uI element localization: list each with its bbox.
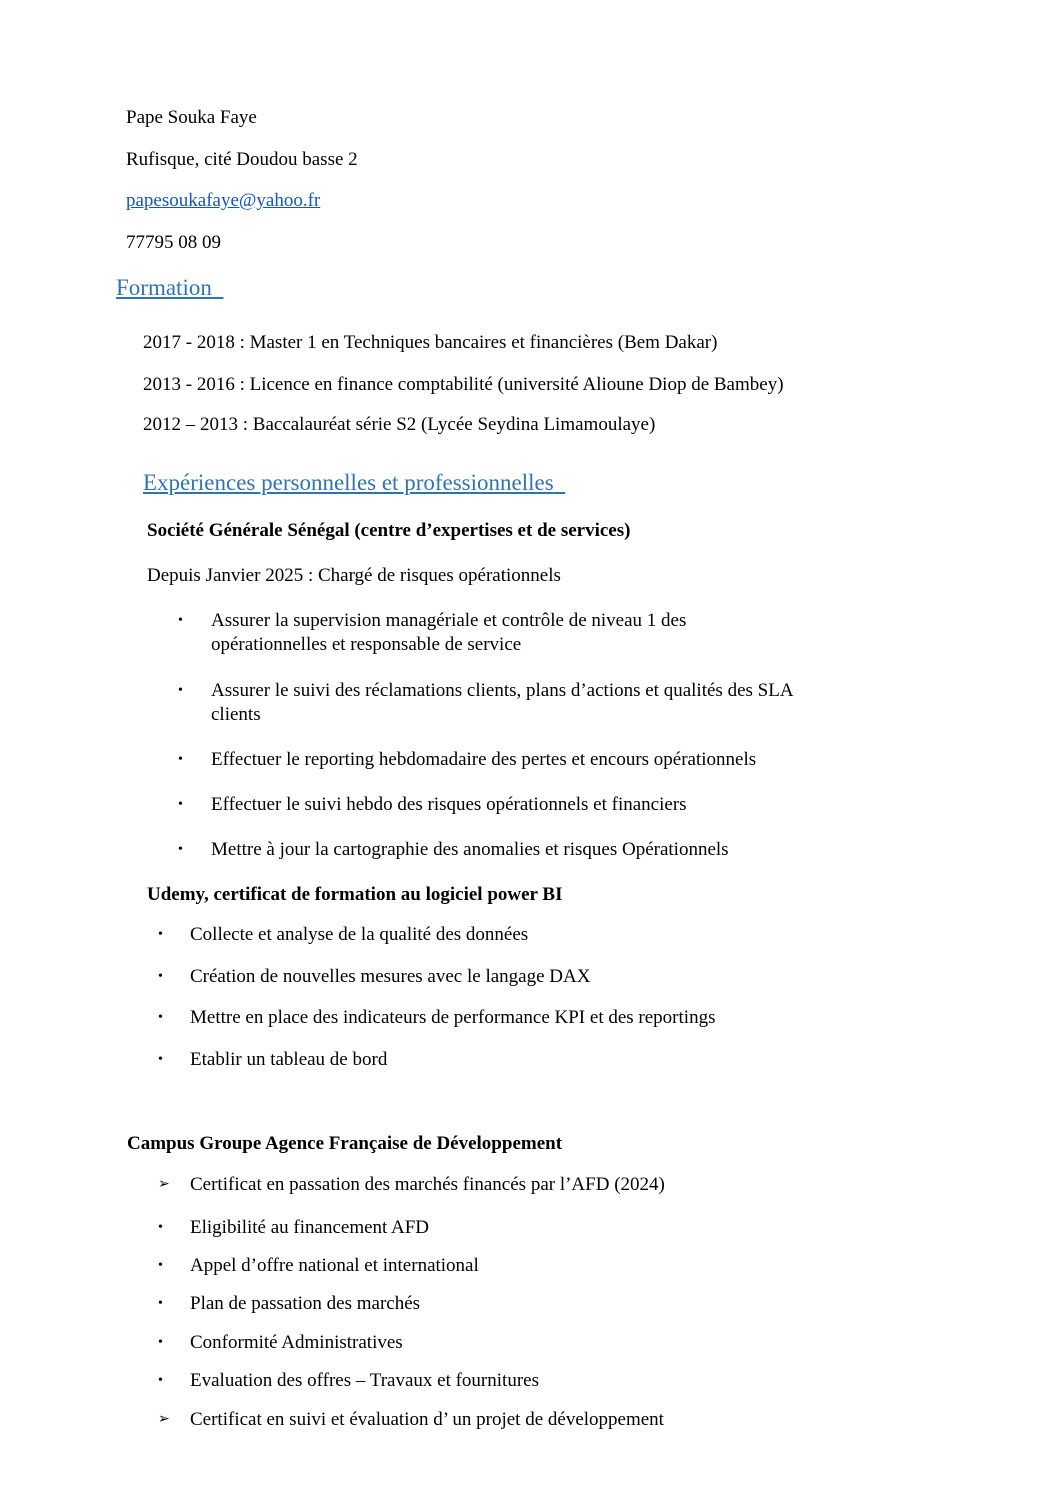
bullet-icon: • bbox=[158, 927, 163, 942]
formation-heading: Formation bbox=[116, 275, 212, 300]
bullet-icon: • bbox=[178, 842, 183, 857]
address: Rufisque, cité Doudou basse 2 bbox=[126, 149, 358, 170]
formation-item: 2013 - 2016 : Licence en finance comptabilité (université Alioune Diop de Bambey) bbox=[143, 374, 784, 395]
list-item: • Création de nouvelles mesures avec le langage DAX bbox=[158, 966, 591, 987]
role-sg: Depuis Janvier 2025 : Chargé de risques opérationnels bbox=[147, 565, 561, 586]
list-item: • Effectuer le suivi hebdo des risques opérationnels et financiers bbox=[178, 794, 687, 815]
company-udemy: Udemy, certificat de formation au logiciel power BI bbox=[147, 884, 563, 905]
list-item: ➢ Certificat en passation des marchés financés par l’AFD (2024) bbox=[158, 1174, 665, 1195]
bullet-icon: • bbox=[178, 683, 183, 698]
list-item: • Mettre en place des indicateurs de performance KPI et des reportings bbox=[158, 1007, 716, 1028]
bullet-icon: • bbox=[178, 797, 183, 812]
arrow-icon: ➢ bbox=[158, 1177, 170, 1192]
experiences-heading: Expériences personnelles et professionnelles bbox=[143, 470, 554, 495]
phone: 77795 08 09 bbox=[126, 232, 221, 253]
bullet-icon: • bbox=[178, 752, 183, 767]
arrow-icon: ➢ bbox=[158, 1412, 170, 1427]
list-item: • Plan de passation des marchés bbox=[158, 1293, 421, 1314]
company-sg: Société Générale Sénégal (centre d’expertises et de services) bbox=[147, 520, 631, 541]
bullet-icon: • bbox=[158, 1296, 163, 1311]
list-item: • Mettre à jour la cartographie des anomalies et risques Opérationnels bbox=[178, 839, 729, 860]
bullet-icon: • bbox=[158, 1373, 163, 1388]
company-afd: Campus Groupe Agence Française de Développement bbox=[127, 1133, 563, 1154]
list-item: • Eligibilité au financement AFD bbox=[158, 1217, 430, 1238]
list-item: • Collecte et analyse de la qualité des données bbox=[158, 924, 529, 945]
bullet-icon: • bbox=[158, 1052, 163, 1067]
list-item: • Assurer la supervision managériale et contrôle de niveau 1 des opérationnelles et responsable de service bbox=[178, 610, 687, 655]
bullet-icon: • bbox=[158, 1258, 163, 1273]
list-item: ➢ Certificat en suivi et évaluation d’ un projet de développement bbox=[158, 1409, 664, 1430]
email-link[interactable]: papesoukafaye@yahoo.fr bbox=[126, 190, 321, 211]
formation-item: 2012 – 2013 : Baccalauréat série S2 (Lycée Seydina Limamoulaye) bbox=[143, 414, 656, 435]
list-item: • Conformité Administratives bbox=[158, 1332, 403, 1353]
name: Pape Souka Faye bbox=[126, 107, 257, 128]
bullet-icon: • bbox=[158, 1220, 163, 1235]
bullet-icon: • bbox=[178, 613, 183, 628]
list-item: • Evaluation des offres – Travaux et fournitures bbox=[158, 1370, 539, 1391]
bullet-icon: • bbox=[158, 969, 163, 984]
list-item: • Assurer le suivi des réclamations clients, plans d’actions et qualités des SLA clients bbox=[178, 680, 793, 725]
formation-item: 2017 - 2018 : Master 1 en Techniques bancaires et financières (Bem Dakar) bbox=[143, 332, 718, 353]
list-item: • Appel d’offre national et international bbox=[158, 1255, 479, 1276]
bullet-icon: • bbox=[158, 1010, 163, 1025]
list-item: • Effectuer le reporting hebdomadaire des pertes et encours opérationnels bbox=[178, 749, 757, 770]
bullet-icon: • bbox=[158, 1335, 163, 1350]
list-item: • Etablir un tableau de bord bbox=[158, 1049, 388, 1070]
